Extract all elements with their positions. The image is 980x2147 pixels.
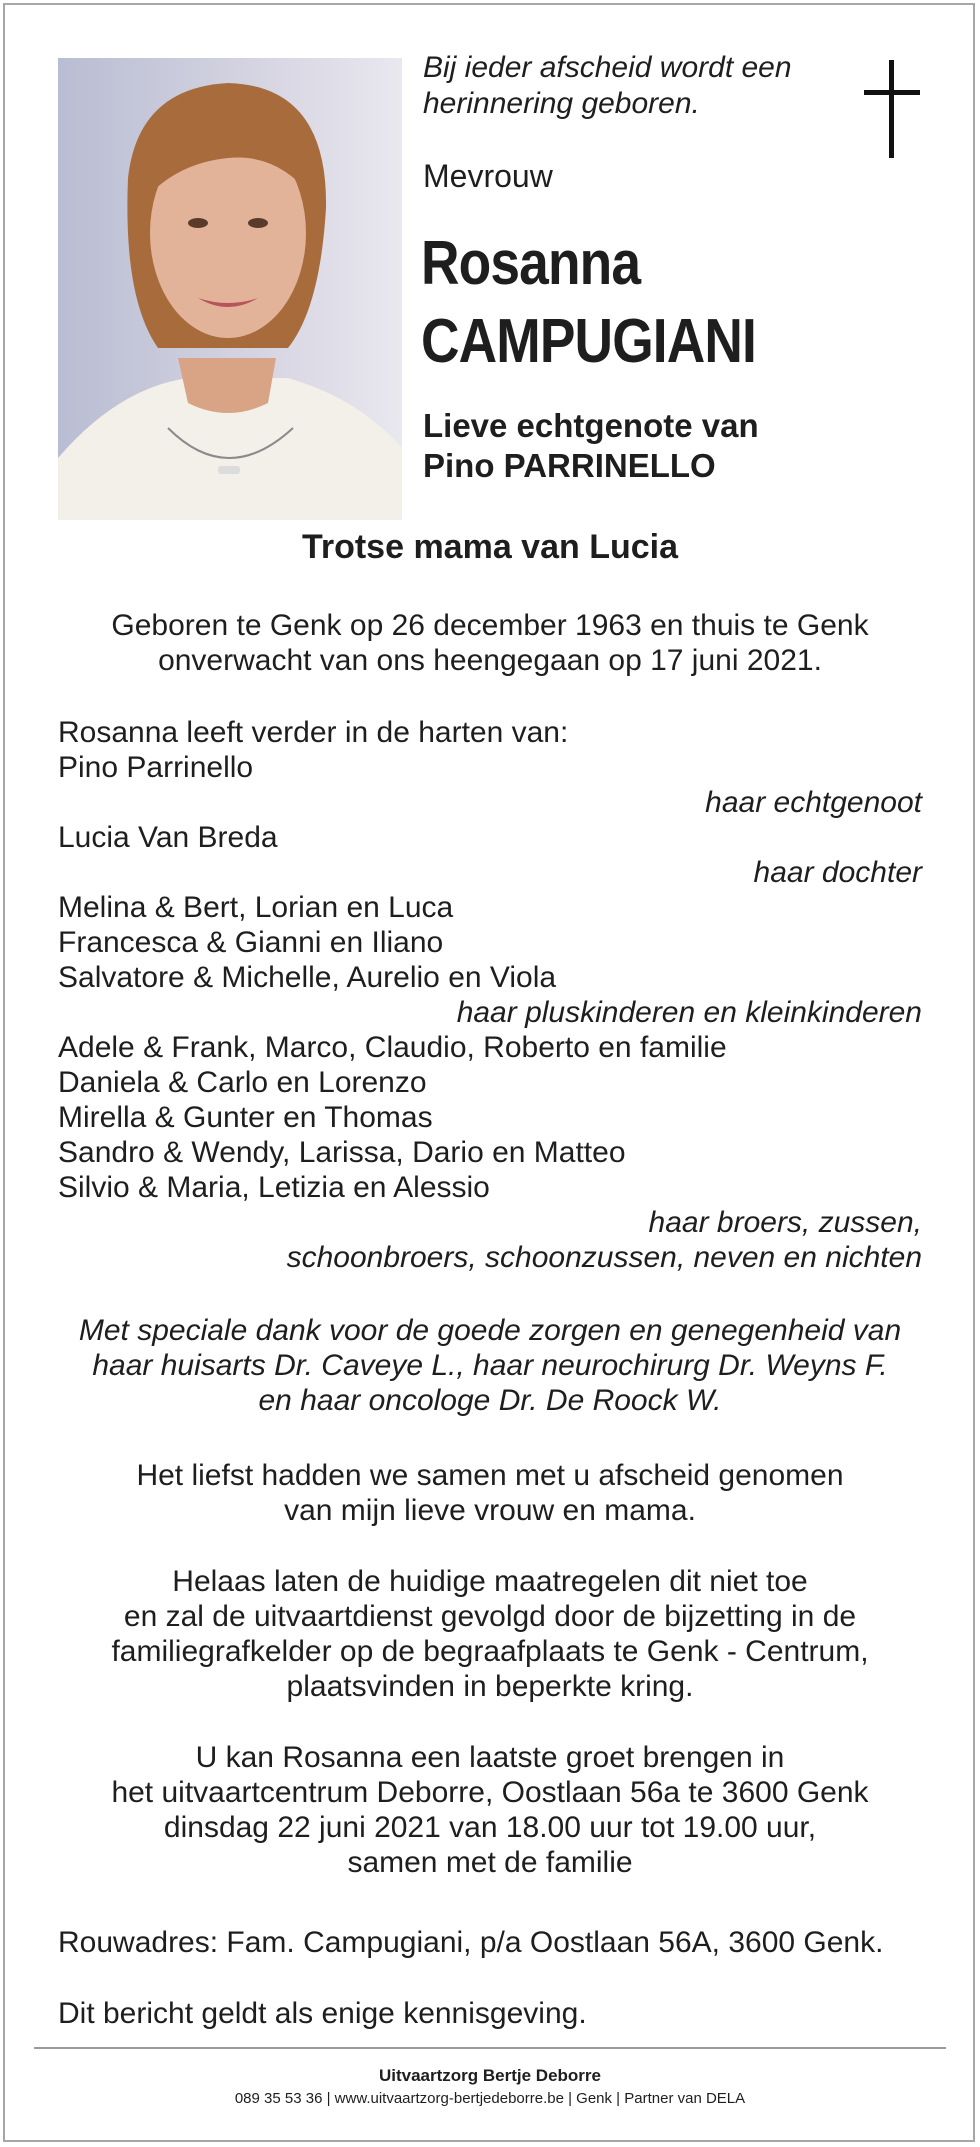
- funeral-line-4: plaatsvinden in beperkte kring.: [286, 1670, 694, 1703]
- first-name: Rosanna: [421, 229, 641, 298]
- mama-line: Trotse mama van Lucia: [301, 528, 679, 566]
- wish-line-2: van mijn lieve vrouw en mama.: [284, 1494, 696, 1527]
- wish-line-1: Het liefst hadden we samen met u afscheid genomen: [136, 1459, 844, 1492]
- funeral-home-name: Uitvaartzorg Bertje Deborre: [378, 2066, 601, 2085]
- spouse-line-2: Pino PARRINELLO: [423, 447, 716, 484]
- visit-line-2: het uitvaartcentrum Deborre, Oostlaan 56a te 3600 Genk: [111, 1776, 869, 1809]
- birth-line-1: Geboren te Genk op 26 december 1963 en thuis te Genk: [111, 609, 869, 642]
- notice-text: Dit bericht geldt als enige kennisgeving.: [58, 1997, 587, 2030]
- family-sibling-4: Sandro & Wendy, Larissa, Dario en Matteo: [58, 1136, 626, 1169]
- funeral-text: [40, 1564, 940, 1704]
- title-prefix: Mevrouw: [423, 158, 553, 194]
- motto-line-2: herinnering geboren.: [423, 87, 700, 120]
- family-intro: Rosanna leeft verder in de harten van:: [58, 716, 569, 749]
- motto: [423, 50, 843, 122]
- relation-plus: haar pluskinderen en kleinkinderen: [456, 996, 922, 1029]
- family-sibling-2: Daniela & Carlo en Lorenzo: [58, 1066, 427, 1099]
- funeral-line-2: en zal de uitvaartdienst gevolgd door de bijzetting in de: [123, 1600, 857, 1633]
- footer-divider: [34, 2047, 946, 2049]
- relation-daughter: haar dochter: [753, 856, 922, 889]
- wish-text: [40, 1458, 940, 1528]
- family-sibling-1: Adele & Frank, Marco, Claudio, Roberto en familie: [58, 1031, 727, 1064]
- cross-icon: [864, 60, 920, 158]
- visit-line-3: dinsdag 22 juni 2021 van 18.00 uur tot 19.00 uur,: [163, 1811, 817, 1844]
- portrait-photo: [58, 58, 402, 520]
- visit-line-4: samen met de familie: [347, 1846, 633, 1879]
- funeral-line-1: Helaas laten de huidige maatregelen dit niet toe: [172, 1565, 808, 1598]
- relation-husband: haar echtgenoot: [705, 786, 922, 819]
- thanks-line-1: Met speciale dank voor de goede zorgen en genegenheid van: [78, 1314, 902, 1347]
- mourning-address: Rouwadres: Fam. Campugiani, p/a Oostlaan 56A, 3600 Genk.: [58, 1926, 884, 1959]
- visit-line-1: U kan Rosanna een laatste groet brengen in: [195, 1741, 785, 1774]
- family-plus-1: Melina & Bert, Lorian en Luca: [58, 891, 454, 924]
- visit-text: [40, 1740, 940, 1880]
- funeral-home-info: 089 35 53 36 | www.uitvaartzorg-bertjedeborre.be | Genk | Partner van DELA: [234, 2090, 746, 2107]
- family-plus-3: Salvatore & Michelle, Aurelio en Viola: [58, 961, 557, 994]
- birth-text: [40, 608, 940, 678]
- family-sibling-5: Silvio & Maria, Letizia en Alessio: [58, 1171, 490, 1204]
- funeral-line-3: familiegrafkelder op de begraafplaats te Genk - Centrum,: [111, 1635, 869, 1668]
- birth-line-2: onverwacht van ons heengegaan op 17 juni 2021.: [158, 644, 822, 677]
- thanks-text: [40, 1313, 940, 1418]
- family-husband: Pino Parrinello: [58, 751, 254, 784]
- thanks-line-3: en haar oncologe Dr. De Roock W.: [258, 1384, 722, 1417]
- last-name: CAMPUGIANI: [421, 307, 757, 376]
- family-plus-2: Francesca & Gianni en Iliano: [58, 926, 444, 959]
- family-daughter: Lucia Van Breda: [58, 821, 278, 854]
- spouse-line-1: Lieve echtgenote van: [423, 407, 759, 444]
- relation-siblings-2: schoonbroers, schoonzussen, neven en nichten: [286, 1241, 922, 1274]
- thanks-line-2: haar huisarts Dr. Caveye L., haar neurochirurg Dr. Weyns F.: [92, 1349, 888, 1382]
- family-sibling-3: Mirella & Gunter en Thomas: [58, 1101, 433, 1134]
- spouse-block: [423, 406, 873, 486]
- relation-siblings-1: haar broers, zussen,: [648, 1206, 922, 1239]
- motto-line-1: Bij ieder afscheid wordt een: [423, 51, 792, 84]
